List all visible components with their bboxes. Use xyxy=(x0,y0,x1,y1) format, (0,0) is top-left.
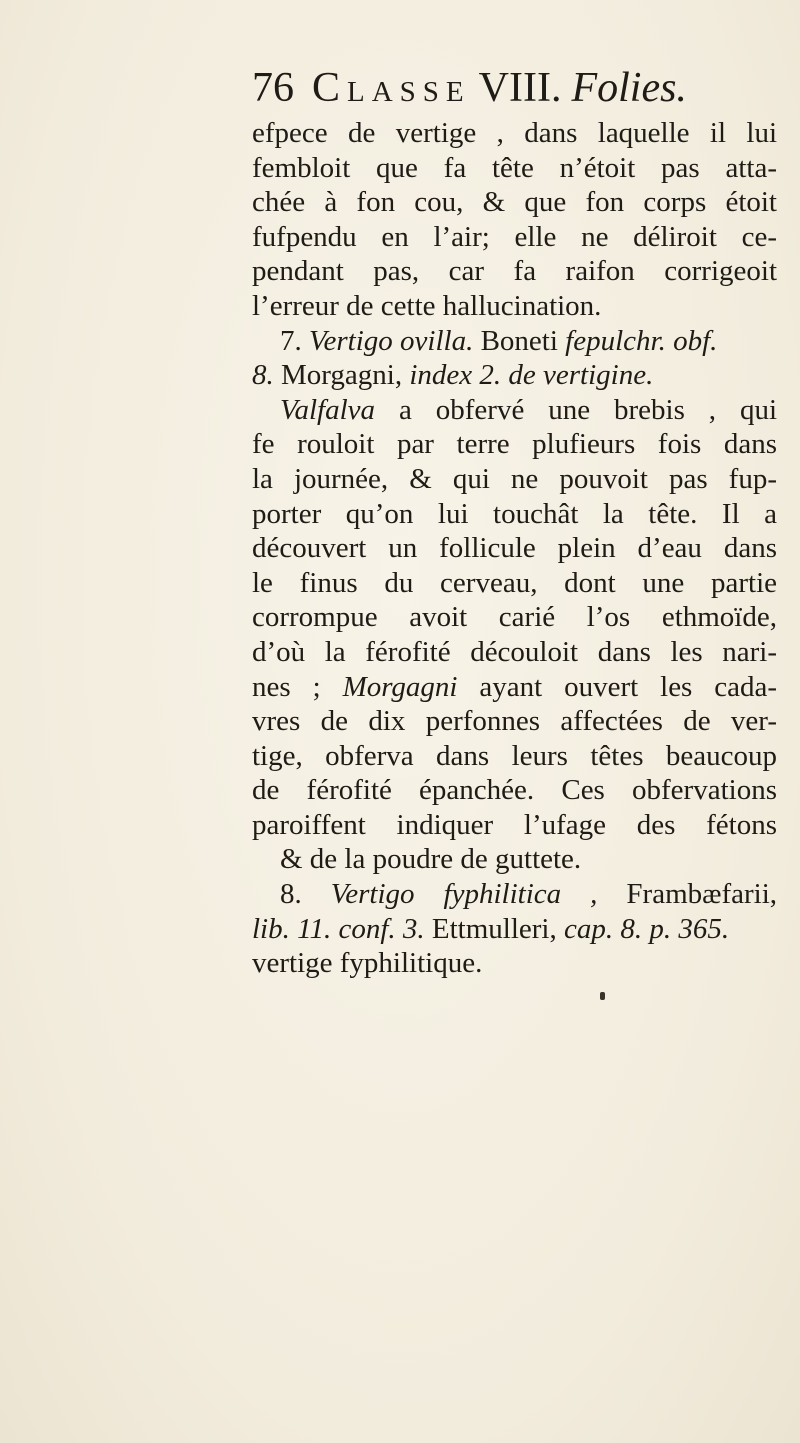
text-line: de férofité épanchée. Ces obfervations xyxy=(252,774,777,807)
text-line: la journée, & qui ne pouvoit pas fup- xyxy=(252,462,777,495)
text-line: tige, obferva dans leurs têtes beaucoup xyxy=(252,739,777,772)
nes-line xyxy=(252,670,777,705)
text-line: porter qu’on lui touchât la tête. Il a xyxy=(252,497,777,530)
text-line: le finus du cerveau, dont une partie xyxy=(252,566,777,599)
header-roman-numeral: VIII. xyxy=(478,65,562,111)
item-7-obs-number: 8. xyxy=(252,359,274,392)
item-8-number: 8. xyxy=(280,878,302,911)
item-7-ref-author: Boneti xyxy=(480,324,558,357)
item-7-heading xyxy=(252,324,777,359)
text-line: fufpendu en l’air; elle ne déliroit ce- xyxy=(252,220,777,253)
page-number: 76 xyxy=(252,65,294,111)
item-7-valsalva-line xyxy=(252,393,777,428)
nes-rest: ayant ouvert les cada- xyxy=(479,670,778,703)
item-7-ref-line xyxy=(252,358,777,393)
text-line: fembloit que fa tête n’étoit pas atta- xyxy=(252,151,777,184)
text-line: & de la poudre de guttete. xyxy=(280,843,582,876)
item-8-ettmuller: Ettmulleri, xyxy=(431,912,557,945)
text-line: fe rouloit par terre plufieurs fois dans xyxy=(252,428,777,461)
item-8-author: Frambæfarii, xyxy=(626,878,778,911)
item-7-morgagni: Morgagni, xyxy=(281,359,403,392)
text-line: chée à fon cou, & que fon corps étoit xyxy=(252,186,777,219)
text-line: d’où la férofité découloit dans les nari- xyxy=(252,635,777,668)
item-8-name: Vertigo fyphilitica , xyxy=(330,878,598,911)
item-8-cap-ref: cap. 8. p. 365. xyxy=(563,912,730,945)
header-section-title: Folies. xyxy=(571,65,687,111)
ink-speck xyxy=(600,992,605,1000)
text-line: corrompue avoit carié l’os ethmoïde, xyxy=(252,601,777,634)
text-line: vres de dix perfonnes affectées de ver- xyxy=(252,705,777,738)
page-text xyxy=(252,116,777,981)
morgagni-name: Morgagni xyxy=(342,670,458,703)
item-8-heading xyxy=(252,877,777,912)
text-line: paroiffent indiquer l’ufage des fétons xyxy=(252,808,777,841)
item-7-number: 7. xyxy=(280,324,302,357)
text-line: pendant pas, car fa raifon corrigeoit xyxy=(252,255,777,288)
item-8-ref-line xyxy=(252,912,777,947)
text-line: efpece de vertige , dans laquelle il lui xyxy=(252,117,777,149)
header-classe: Classe xyxy=(312,65,471,111)
text-line: découvert un follicule plein d’eau dans xyxy=(252,532,777,565)
valsalva-text: a obfervé une brebis , qui xyxy=(398,393,778,426)
item-8-lib-ref: lib. 11. conf. 3. xyxy=(252,912,425,945)
item-7-index-ref: index 2. de vertigine. xyxy=(409,359,654,392)
item-7-ref-title: fepulchr. obf. xyxy=(565,324,718,357)
running-header xyxy=(252,62,687,114)
item-8-french-name: vertige fyphilitique. xyxy=(252,947,483,980)
text-line: l’erreur de cette hallucination. xyxy=(252,289,602,322)
item-7-name: Vertigo ovilla. xyxy=(309,324,474,357)
nes-start: nes ; xyxy=(252,670,321,703)
valsalva-name: Valfalva xyxy=(280,393,376,426)
